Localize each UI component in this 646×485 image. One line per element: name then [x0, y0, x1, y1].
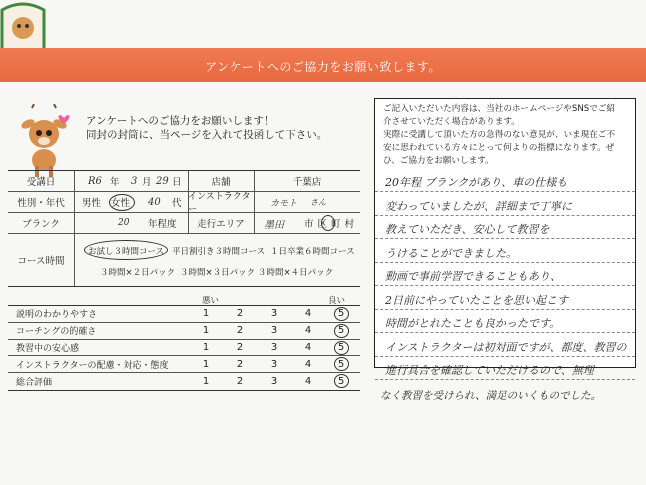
comment-heading-line: 実際に受講して頂いた方の急得のない意見が、いま現在ご不 — [383, 130, 616, 140]
ruled-line — [375, 356, 635, 357]
rating-item-label: コーチングの的確さ — [16, 327, 97, 338]
rating-option-3[interactable]: 3 — [270, 358, 278, 370]
comment-box — [374, 98, 636, 377]
form-row-course — [8, 234, 360, 286]
rating-option-4[interactable]: 4 — [304, 325, 312, 337]
rating-row — [8, 356, 360, 373]
ruled-line — [375, 379, 635, 380]
course-option-4day: ３時間×４日パック — [258, 268, 334, 278]
ruled-line — [375, 285, 635, 286]
age-unit: 代 — [172, 198, 182, 209]
rating-option-1[interactable]: 1 — [202, 325, 210, 337]
course-selected-circle — [84, 240, 168, 260]
comment-heading-line: ひ、ご協力をお願いします。 — [383, 156, 494, 166]
blank-value: 20 — [118, 218, 130, 228]
rating-option-2[interactable]: 2 — [236, 341, 244, 353]
male-option: 男性 — [82, 198, 102, 209]
rating-good-label: 良い — [328, 296, 346, 306]
handwritten-comment-line: 動画で事前学習できることもあり、 — [385, 270, 561, 283]
rating-item-label: 総合評価 — [16, 378, 53, 389]
form-row-gender — [8, 192, 360, 213]
handwritten-comment-line: 教えていただき、安心して教習を — [385, 223, 550, 236]
rating-option-1[interactable]: 1 — [202, 376, 210, 388]
course-option-trial: お試し３時間コース — [88, 247, 165, 257]
month-unit: 月 — [142, 177, 152, 188]
rating-option-5[interactable]: 5 — [337, 376, 345, 388]
shop-value: 千葉店 — [292, 177, 322, 188]
rating-option-5[interactable]: 5 — [337, 308, 345, 320]
handwritten-comment-line: 変わっていましたが、詳細まで丁寧に — [385, 199, 572, 213]
comment-heading-line: ご記入いただいた内容は、当社のホームページやSNSでご紹 — [383, 104, 616, 114]
form-row-blank — [8, 213, 360, 234]
handwritten-comment-line: インストラクターは初対面ですが、都度、教習の — [385, 340, 627, 354]
rating-selected-circle — [334, 374, 349, 388]
banner-title: アンケートへのご協力をお願い致します。 — [205, 60, 441, 74]
rating-option-5[interactable]: 5 — [337, 358, 345, 370]
rating-option-2[interactable]: 2 — [236, 358, 244, 370]
rating-option-4[interactable]: 4 — [304, 376, 312, 388]
blank-label: ブランク — [22, 219, 60, 230]
rating-row — [8, 323, 360, 340]
year-unit: 年 — [110, 177, 120, 188]
rating-option-4[interactable]: 4 — [304, 358, 312, 370]
day-value: 29 — [156, 175, 169, 187]
area-value: 墨田 — [264, 219, 284, 231]
rating-selected-circle — [334, 341, 349, 355]
rating-option-5[interactable]: 5 — [337, 325, 345, 337]
rating-option-3[interactable]: 3 — [270, 308, 278, 320]
rating-bad-label: 悪い — [202, 296, 220, 306]
course-option-2day: ３時間×２日パック — [100, 268, 176, 278]
rating-option-4[interactable]: 4 — [304, 308, 312, 320]
rating-option-2[interactable]: 2 — [236, 325, 244, 337]
handwritten-comment-line: 時間がとれたことも良かったです。 — [385, 317, 561, 330]
day-unit: 日 — [172, 177, 182, 188]
ruled-line — [375, 238, 635, 239]
rating-option-2[interactable]: 2 — [236, 308, 244, 320]
instructor-suffix: さん — [310, 197, 326, 207]
rating-option-1[interactable]: 1 — [202, 308, 210, 320]
rating-option-1[interactable]: 1 — [202, 341, 210, 353]
course-option-weekday: 平日割引き３時間コース — [172, 247, 266, 257]
rating-item-label: 教習中の安心感 — [16, 343, 80, 354]
rating-option-1[interactable]: 1 — [202, 358, 210, 370]
rating-selected-circle — [334, 307, 349, 321]
intro-line-2: 同封の封筒に、当ページを入れて投函して下さい。 — [86, 129, 328, 141]
rating-option-3[interactable]: 3 — [270, 376, 278, 388]
ruled-line — [375, 262, 635, 263]
course-option-3day: ３時間×３日パック — [180, 268, 256, 278]
comment-overflow-line: なく教習を受けられ、満足のいくものでした。 — [380, 390, 602, 402]
date-era-value: R6 — [88, 175, 102, 187]
rating-option-3[interactable]: 3 — [270, 341, 278, 353]
rating-item-label: インストラクターの配慮・対応・態度 — [16, 360, 169, 371]
rating-option-5[interactable]: 5 — [337, 341, 345, 353]
blank-unit: 年程度 — [148, 219, 177, 230]
gender-label: 性別・年代 — [17, 198, 65, 209]
handwritten-comment-line: うけることができました。 — [385, 246, 517, 260]
shop-label: 店舗 — [211, 177, 231, 188]
course-option-oneday: １日卒業６時間コース — [270, 247, 355, 257]
area-label: 走行エリア — [197, 219, 245, 230]
age-value: 40 — [148, 196, 161, 208]
date-label: 受講日 — [26, 177, 56, 188]
course-label: コース時間 — [17, 256, 65, 267]
handwritten-comment-line: 2日前にやっていたことを思い起こす — [385, 293, 568, 307]
rating-selected-circle — [334, 357, 349, 371]
deer-mascot-icon — [20, 104, 78, 178]
rating-row — [8, 306, 360, 323]
area-units: 市 区 町 村 — [304, 219, 355, 230]
ruled-line — [375, 332, 635, 333]
rating-selected-circle — [334, 324, 349, 338]
instructor-label: インストラクター — [188, 192, 251, 215]
female-selected-circle — [109, 194, 135, 211]
comment-lines — [375, 99, 635, 377]
rating-row — [8, 340, 360, 357]
intro-line-1: アンケートへのご協力をお願いします！ — [86, 115, 275, 127]
comment-heading-line: 介させていただく場合があります。 — [383, 117, 520, 127]
rating-row — [8, 373, 360, 390]
ruled-line — [375, 309, 635, 310]
handwritten-comment-line: 20年程 ブランクがあり、車の仕様も — [385, 176, 568, 189]
rating-option-3[interactable]: 3 — [270, 325, 278, 337]
rating-option-4[interactable]: 4 — [304, 341, 312, 353]
rating-rows — [8, 305, 360, 391]
handwritten-comment-line: 進行具合を確認していただけるので、無理 — [385, 364, 594, 377]
rating-item-label: 説明のわかりやすさ — [16, 310, 98, 321]
comment-heading-line: 安に思われている方々にとって何よりの指標になります。ぜ — [383, 143, 615, 153]
instructor-value: カモト — [270, 198, 298, 209]
survey-form-table — [8, 170, 360, 287]
form-row-date — [8, 171, 360, 192]
rating-option-2[interactable]: 2 — [236, 376, 244, 388]
ward-selected-circle — [321, 215, 335, 231]
ruled-line — [375, 215, 635, 216]
female-option: 女性 — [111, 198, 131, 209]
ruled-line — [375, 191, 635, 192]
month-value: 3 — [131, 175, 138, 187]
